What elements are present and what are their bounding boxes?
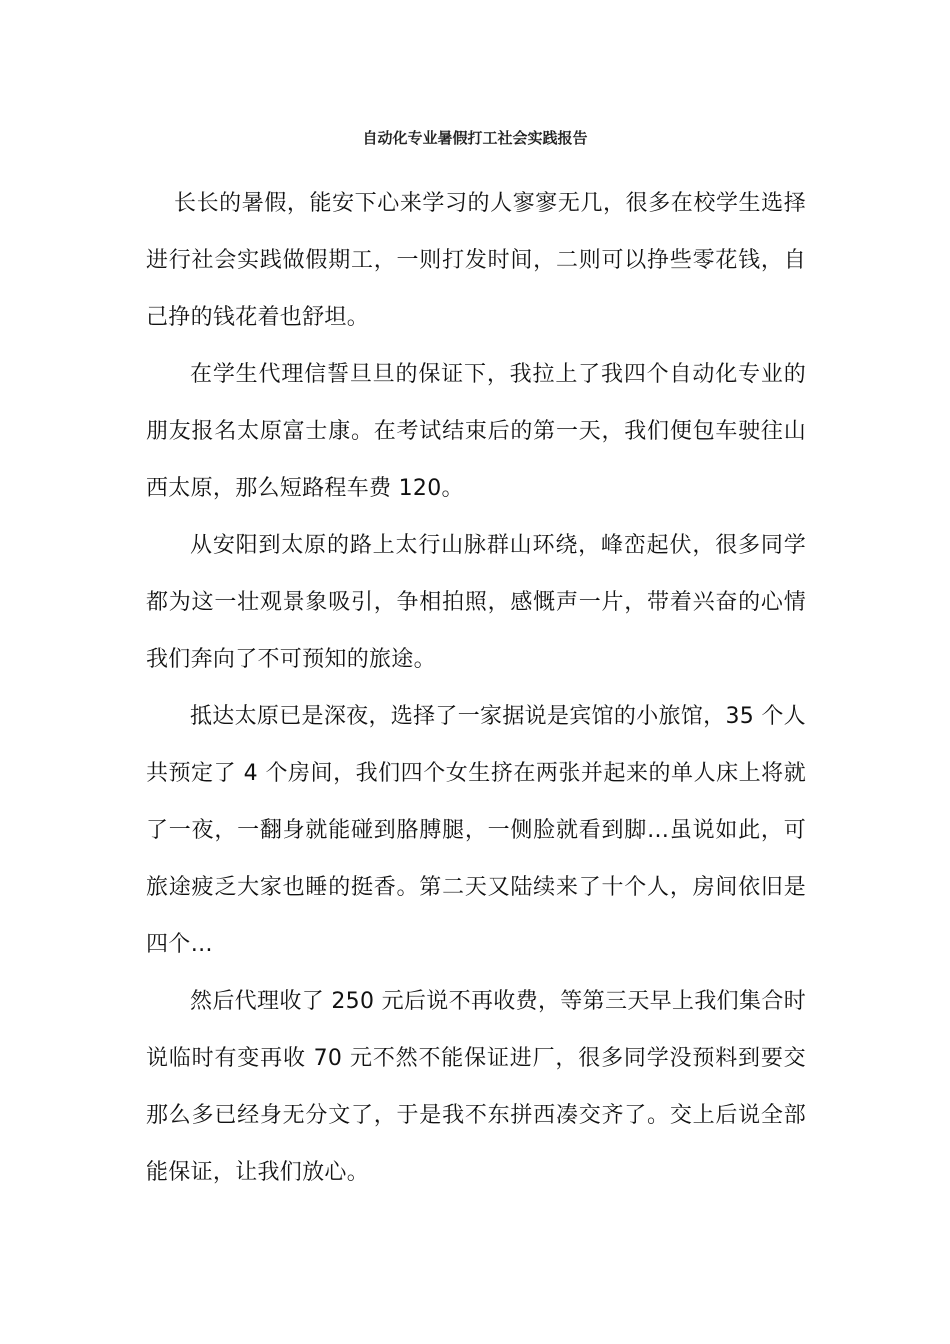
document-title: 自动化专业暑假打工社会实践报告: [362, 129, 588, 147]
paragraph: 然后代理收了 250 元后说不再收费，等第三天早上我们集合时说临时有变再收 70 元不然不能保证进厂，很多同学没预料到要交那么多已经身无分文了，于是我不东拼西凑交齐了。交上后说全部能保证，让我们放心。: [146, 989, 806, 1185]
paragraph: 从安阳到太原的路上太行山脉群山环绕，峰峦起伏，很多同学都为这一壮观景象吸引，争相拍照，感慨声一片，带着兴奋的心情我们奔向了不可预知的旅途。: [146, 533, 806, 672]
paragraph: 抵达太原已是深夜，选择了一家据说是宾馆的小旅馆，35 个人共预定了 4 个房间，我们四个女生挤在两张并起来的单人床上将就了一夜，一翻身就能碰到胳膊腿，一侧脸就看到脚…虽说如此，可旅途疲乏大家也睡的挺香。第二天又陆续来了十个人，房间依旧是四个…: [146, 704, 806, 957]
document-body: [146, 175, 806, 1201]
paragraph: 在学生代理信誓旦旦的保证下，我拉上了我四个自动化专业的朋友报名太原富士康。在考试结束后的第一天，我们便包车驶往山西太原，那么短路程车费 120。: [146, 362, 806, 501]
paragraph: 长长的暑假，能安下心来学习的人寥寥无几，很多在校学生选择进行社会实践做假期工，一则打发时间，二则可以挣些零花钱，自己挣的钱花着也舒坦。: [146, 191, 806, 330]
